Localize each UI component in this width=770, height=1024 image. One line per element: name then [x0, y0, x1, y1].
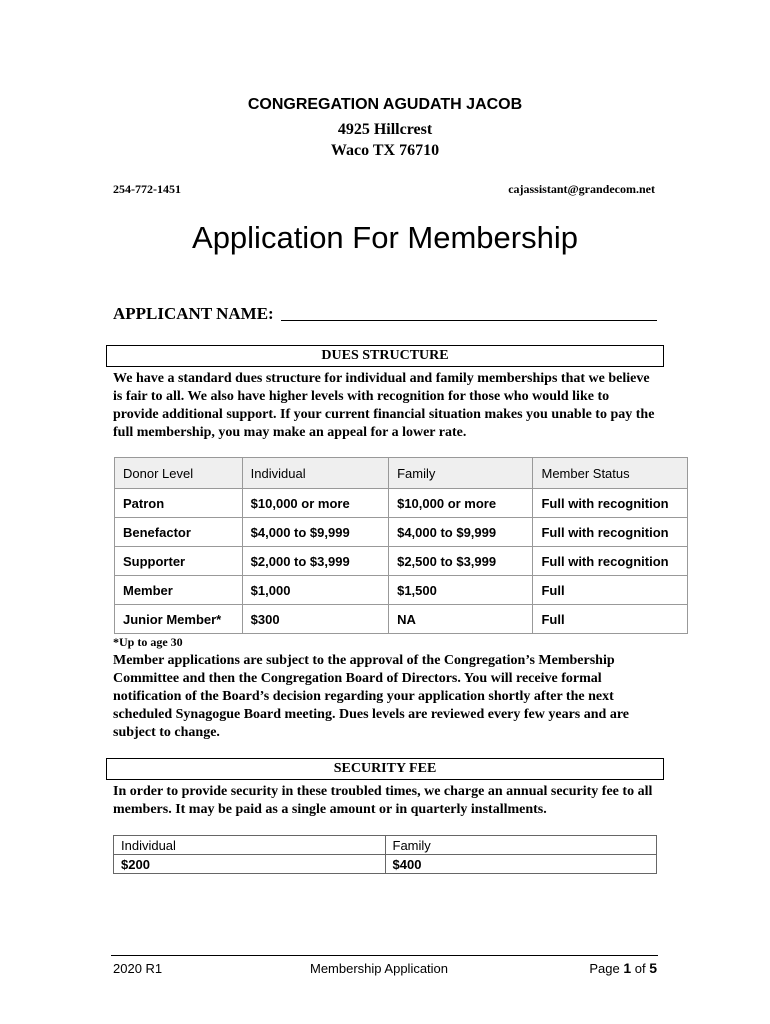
table-cell: Full with recognition [533, 547, 688, 576]
document-title: Application For Membership [192, 220, 578, 255]
footer-document-name: Membership Application [310, 961, 449, 976]
dues-table [114, 457, 688, 634]
table-cell: $2,000 to $3,999 [242, 547, 388, 576]
table-cell: Member [115, 576, 243, 605]
dues-footnote: *Up to age 30 [113, 635, 183, 649]
phone-number: 254-772-1451 [113, 182, 181, 196]
org-name: CONGREGATION AGUDATH JACOB [247, 96, 523, 113]
table-cell: $300 [242, 605, 388, 634]
table-cell: Full with recognition [533, 518, 688, 547]
security-fee-table [113, 835, 657, 874]
table-header-row [114, 836, 657, 855]
table-cell: Full with recognition [533, 489, 688, 518]
footer-divider [111, 955, 658, 956]
table-cell: $1,000 [242, 576, 388, 605]
table-cell: Full [533, 605, 688, 634]
table-row [115, 576, 688, 605]
table-cell: $4,000 to $9,999 [389, 518, 533, 547]
table-cell: Patron [115, 489, 243, 518]
page-total: 5 [649, 960, 657, 976]
page-current: 1 [623, 960, 632, 976]
approval-text: Member applications are subject to the approval of the Congregation’s Membership Committee and then the Congregation Board of Directors. You will receive formal notification of the Board’s decision regarding your application shortly after the next scheduled Synagogue Board meeting. Dues levels are reviewed every few years and are subject to change. [113, 653, 629, 740]
table-cell: Benefactor [115, 518, 243, 547]
table-row [115, 547, 688, 576]
applicant-name-label: APPLICANT NAME: [113, 304, 274, 323]
dues-structure-header: DUES STRUCTURE [106, 345, 664, 367]
security-fee-header: SECURITY FEE [106, 758, 664, 780]
table-cell: $400 [385, 855, 657, 874]
email-address: cajassistant@grandecom.net [508, 182, 655, 196]
footer-page-number [589, 960, 657, 976]
table-cell: $1,500 [389, 576, 533, 605]
table-cell: Supporter [115, 547, 243, 576]
table-header-cell: Individual [242, 458, 388, 489]
address-line-1: 4925 Hillcrest [337, 121, 433, 138]
table-row [114, 855, 657, 874]
table-header-cell: Family [385, 836, 657, 855]
page-of: of [634, 961, 646, 976]
table-cell: $4,000 to $9,999 [242, 518, 388, 547]
table-row [115, 605, 688, 634]
address-line-2: Waco TX 76710 [330, 142, 440, 159]
footer-version: 2020 R1 [113, 961, 163, 976]
page-prefix: Page [589, 961, 620, 976]
table-cell: $10,000 or more [242, 489, 388, 518]
applicant-name-line[interactable] [281, 320, 657, 321]
table-header-cell: Family [389, 458, 533, 489]
dues-intro-text: We have a standard dues structure for individual and family memberships that we believe is fair to all. We also have higher levels with recognition for those who would like to provide additional support. If your current financial situation makes you unable to pay the full membership, you may make an appeal for a lower rate. [113, 371, 655, 440]
table-header-cell: Member Status [533, 458, 688, 489]
table-cell: Full [533, 576, 688, 605]
table-header-cell: Donor Level [115, 458, 243, 489]
table-header-cell: Individual [114, 836, 386, 855]
table-cell: $200 [114, 855, 386, 874]
table-row [115, 518, 688, 547]
table-row [115, 489, 688, 518]
table-cell: Junior Member* [115, 605, 243, 634]
security-fee-text: In order to provide security in these troubled times, we charge an annual security fee to all members. It may be paid as a single amount or in quarterly installments. [113, 784, 653, 817]
table-cell: $2,500 to $3,999 [389, 547, 533, 576]
table-header-row [115, 458, 688, 489]
table-cell: NA [389, 605, 533, 634]
table-cell: $10,000 or more [389, 489, 533, 518]
